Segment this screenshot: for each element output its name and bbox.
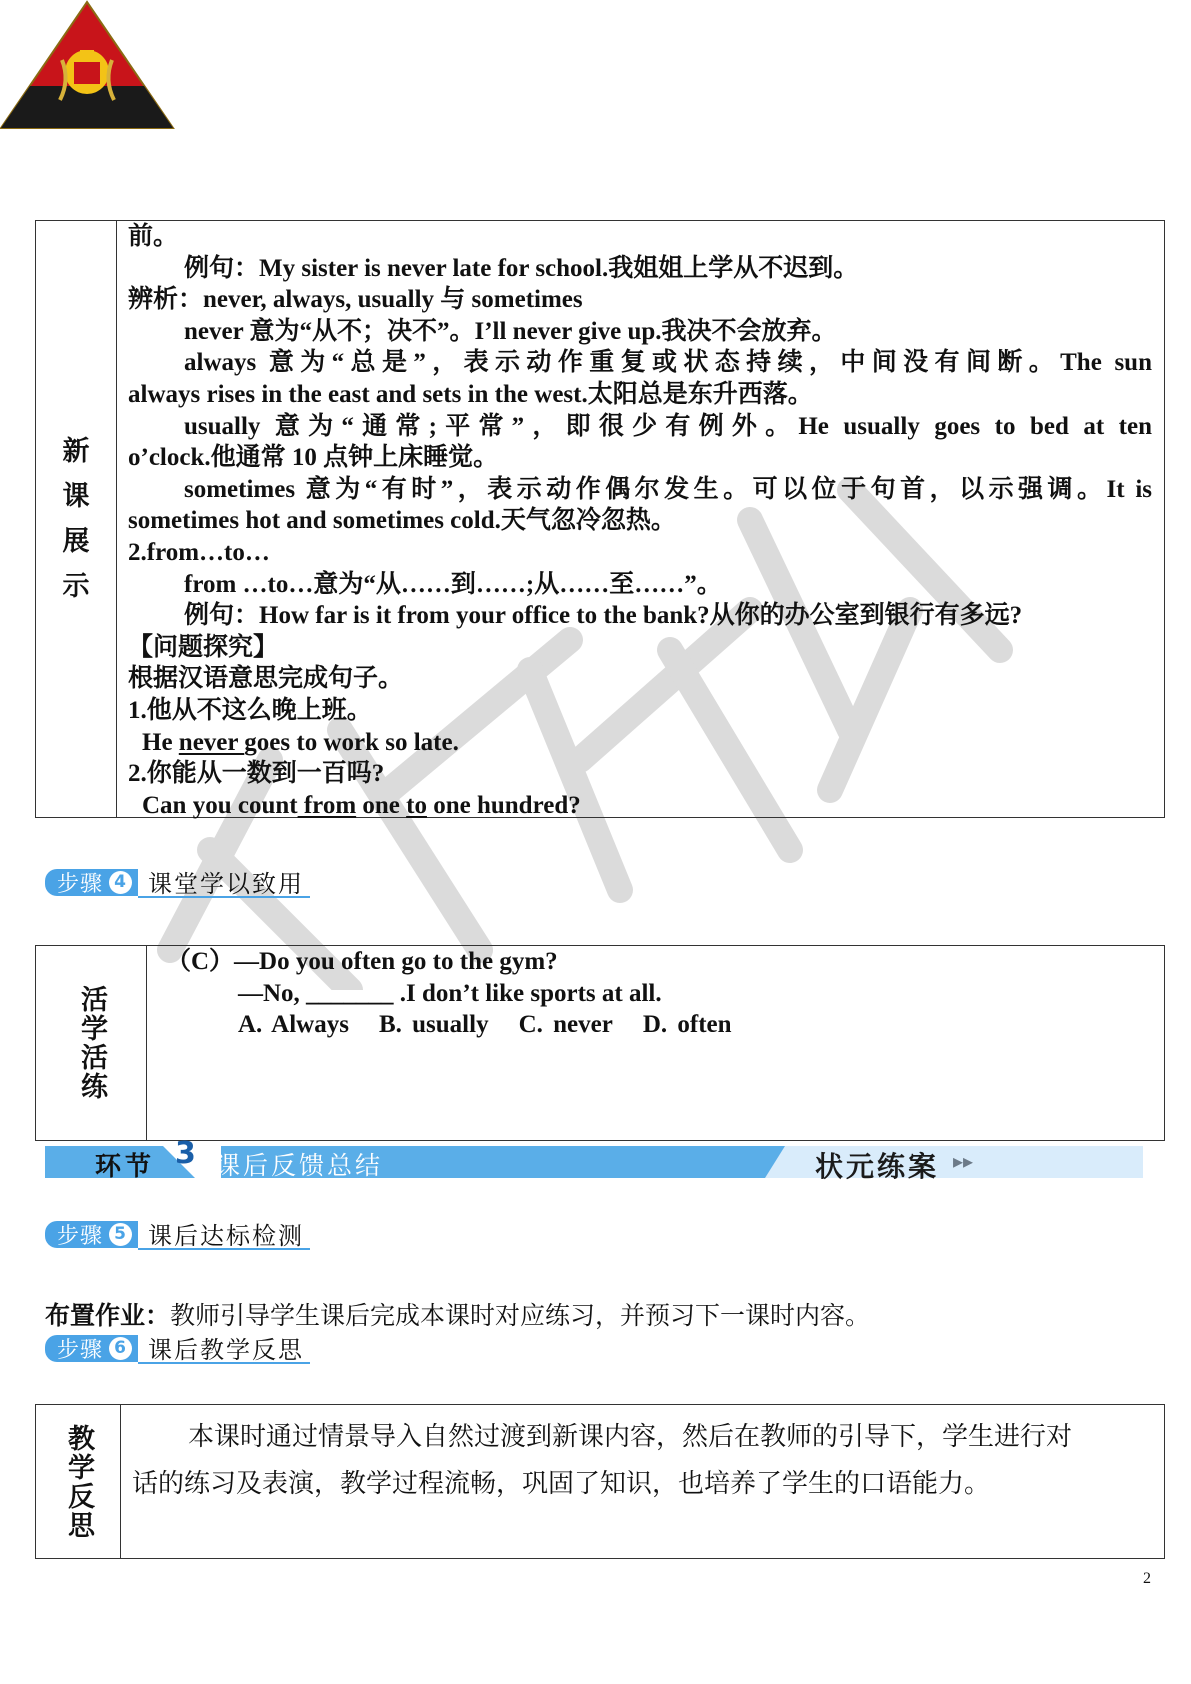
practice-table [35,945,1165,1141]
option-c: C. never [518,1011,613,1039]
step-number: 4 [109,871,132,894]
double-arrow-icon: ▸▸ [953,1151,974,1173]
new-lesson-table [35,220,1165,818]
step-4-header [45,866,310,898]
new-lesson-side-label: 新 课 展 示 [62,436,90,601]
section-banner [45,1136,1143,1183]
line: 例句：My sister is never late for school.我姐姐上学从不迟到。 [184,254,859,282]
options-row [166,1009,1146,1041]
practice-content [166,946,1146,1041]
question-text: （C）—Do you often go to the gym? [166,948,558,975]
step-number: 5 [109,1223,132,1246]
homework-line [45,1296,870,1332]
banner-prefix: 环节 [95,1152,156,1182]
answer-blank: to [406,791,427,819]
line: 根据汉语意思完成句子。 [128,665,404,693]
step-pill: 步骤 4 [45,869,138,896]
homework-label: 布置作业： [45,1301,171,1330]
reflection-text-line: 本课时通过情景导入自然过渡到新课内容，然后在教师的引导下，学生进行对 [188,1422,1073,1451]
banner-number: 3 [175,1136,196,1171]
step-5-header [45,1218,310,1250]
reflection-text-line: 话的练习及表演，教学过程流畅，巩固了知识，也培养了学生的口语能力。 [132,1469,991,1498]
homework-text: 教师引导学生课后完成本课时对应练习，并预习下一课时内容。 [170,1303,871,1330]
line: 辨析：never, always, usually 与 sometimes [128,286,583,314]
line: o’clock.他通常 10 点钟上床睡觉。 [128,444,499,472]
line: always rises in the east and sets in the west.太阳总是东升西落。 [128,380,813,408]
banner-title: 课后反馈总结 [215,1151,384,1180]
step-title: 课后达标检测 [138,1218,310,1250]
option-a: A. Always [238,1011,349,1039]
reflection-table [35,1404,1165,1559]
page-number: 2 [1143,1570,1151,1587]
reflection-content [132,1413,1156,1507]
line: never 意为“从不；决不”。I’ll never give up.我决不会放弃。 [184,317,837,345]
step-title: 课堂学以致用 [138,866,310,898]
line: from …to…意为“从……到……;从……至……”。 [184,570,722,598]
practice-side-label: 活学活练 [76,985,107,1101]
line: usually 意为“通常;平常”，即很少有例外。He usually goes to bed at ten [184,412,1152,440]
answer-line: —No, _______ .I don’t like sports at all. [238,979,662,1007]
reflection-side-label: 教学反思 [63,1423,94,1540]
line: sometimes 意为“有时”，表示动作偶尔发生。可以位于句首，以示强调。It is [184,475,1152,503]
step-pill: 步骤 6 [45,1335,138,1362]
step-title: 课后教学反思 [138,1332,310,1364]
question-answer-2: Can you count from one to one hundred? [142,791,581,819]
banner-brand: 状元练案 [815,1150,940,1183]
line: 例句：How far is it from your office to the bank?从你的办公室到银行有多远? [184,602,1023,630]
line: 前。 [128,223,179,250]
line: 2.你能从一数到一百吗? [128,760,385,788]
banner-background [45,1144,1143,1178]
line: sometimes hot and sometimes cold.天气忽冷忽热。 [128,507,676,535]
line: 【问题探究】 [128,633,279,661]
line: 1.他从不这么晚上班。 [128,696,372,724]
step-pill: 步骤 5 [45,1221,138,1248]
line: 2.from…to… [128,538,270,566]
question-answer-1: He never goes to work so late. [142,728,459,756]
school-logo [0,0,175,132]
new-lesson-content [128,221,1152,821]
option-d: D. often [642,1011,732,1039]
line: always 意为“总是”，表示动作重复或状态持续，中间没有间断。The sun [184,349,1152,377]
answer-blank: never [178,728,245,756]
option-b: B. usually [378,1011,489,1039]
step-number: 6 [109,1337,132,1360]
step-6-header [45,1332,310,1364]
answer-blank: from [297,791,357,819]
